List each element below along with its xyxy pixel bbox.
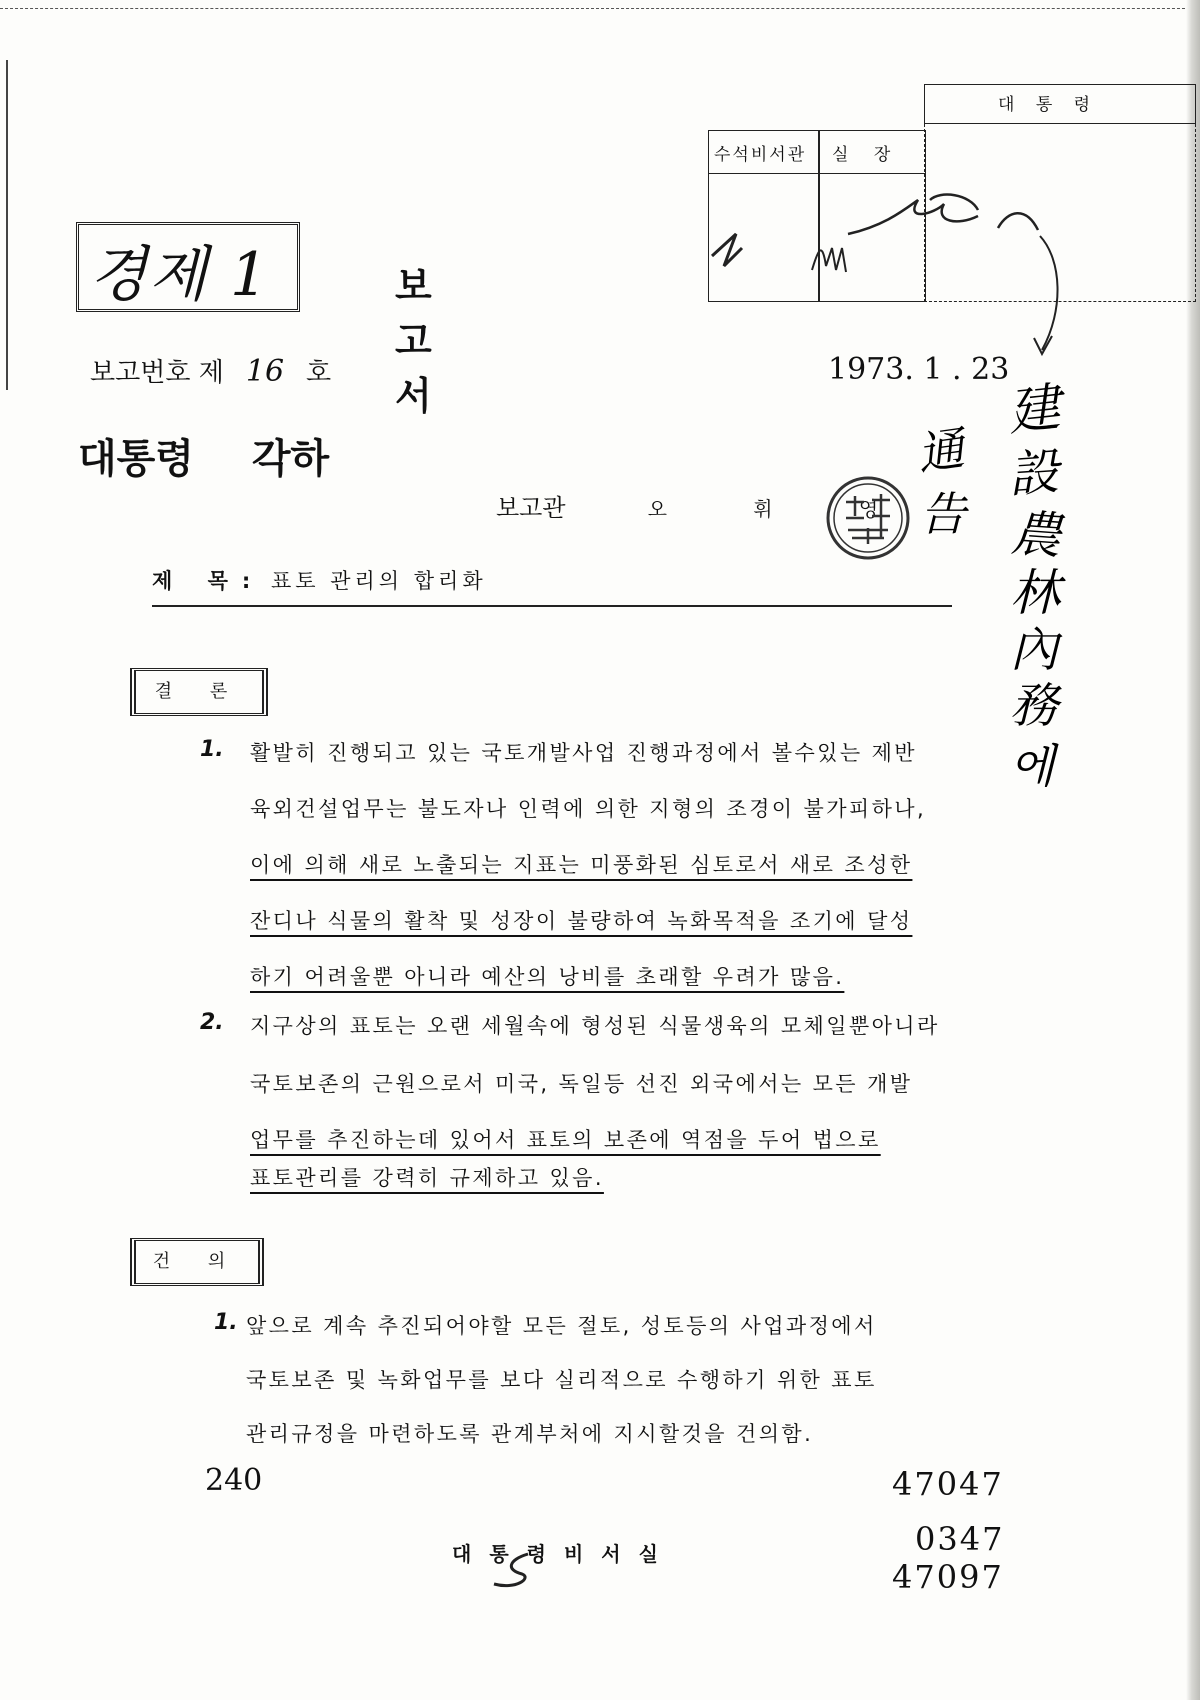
report-number: 보고번호 제 16 호: [90, 354, 332, 389]
recommendation-item-1-line: 관리규정을 마련하도록 관계부처에 지시할것을 건의함.: [246, 1422, 814, 1446]
page-code: 240: [205, 1463, 263, 1498]
addressee: 대통령 각하: [78, 436, 330, 482]
recommendation-tag: 건 의: [130, 1238, 264, 1286]
recommendation-item-1-line: 앞으로 계속 추진되어야할 모든 절토, 성토등의 사업과정에서: [246, 1314, 877, 1338]
approval-label-president: 대 통 령: [998, 95, 1099, 115]
signature-mark-3: [848, 195, 1038, 234]
annotation-char-4: 林: [1010, 564, 1060, 622]
handwritten-annotation: [900, 230, 1080, 830]
conclusion-item-1-line: 육외건설업무는 불도자나 인력에 의한 지형의 조경이 불가피하나,: [250, 797, 927, 821]
personal-seal-stamp: [822, 472, 914, 564]
conclusion-item-2-line: 업무를 추진하는데 있어서 표토의 보존에 역점을 두어 법으로: [250, 1128, 881, 1152]
report-date: 1973. 1 . 23: [828, 352, 1010, 387]
annotation-char-8: 通: [914, 421, 968, 481]
conclusion-tag: 결 론: [130, 668, 268, 716]
conclusion-item-1-number: 1.: [200, 737, 224, 762]
archive-code-1: 47047: [892, 1465, 1004, 1503]
recommendation-item-1-line: 국토보존 및 녹화업무를 보다 실리적으로 수행하기 위한 표토: [246, 1368, 877, 1392]
document-title: 보 고 서: [395, 264, 574, 418]
conclusion-item-1-line: 활발히 진행되고 있는 국토개발사업 진행과정에서 볼수있는 제반: [250, 741, 917, 765]
left-edge-mark: [6, 60, 8, 390]
top-border: [0, 8, 1200, 9]
subject-text: 표토 관리의 합리화: [270, 569, 487, 593]
signature-mark-2: [812, 248, 846, 272]
classification-stamp: 경제 1: [76, 222, 300, 312]
conclusion-item-2-number: 2.: [200, 1010, 224, 1035]
approval-label-chief: 실 장: [832, 145, 901, 165]
conclusion-item-2-line: 표토관리를 강력히 규제하고 있음.: [250, 1166, 604, 1190]
conclusion-item-2-line: 국토보존의 근원으로서 미국, 독일등 선진 외국에서는 모든 개발: [250, 1072, 913, 1096]
annotation-char-9: 告: [920, 487, 966, 541]
conclusion-item-2-line: 지구상의 표토는 오랜 세월속에 형성된 식물생육의 모체일뿐아니라: [250, 1014, 940, 1038]
subject-label: 제 목:: [152, 569, 265, 593]
conclusion-item-1-line: 잔디나 식물의 활착 및 성장이 불량하여 녹화목적을 조기에 달성: [250, 909, 913, 933]
conclusion-item-1-line: 이에 의해 새로 노출되는 지표는 미풍화된 심토로서 새로 조성한: [250, 853, 913, 877]
annotation-char-7: 에: [1010, 739, 1055, 793]
annotation-char-6: 務: [1010, 678, 1059, 734]
annotation-char-5: 內: [1010, 622, 1059, 678]
reporter-label: 보고관: [496, 494, 566, 522]
reporter-name: 오 휘 영: [647, 497, 919, 521]
signature-mark-1: [712, 234, 742, 266]
recommendation-item-1-number: 1.: [214, 1310, 238, 1335]
office-initial-mark: [488, 1550, 548, 1596]
archive-code-2: 0347: [915, 1520, 1005, 1558]
issuing-office: 대통령비서실: [452, 1542, 676, 1566]
annotation-char-1: 建: [1005, 377, 1064, 443]
report-number-value: 16: [245, 354, 285, 389]
approval-label-senior-secretary: 수석비서관: [714, 145, 807, 165]
subject-divider: [152, 605, 952, 607]
annotation-char-3: 農: [1009, 504, 1064, 566]
annotation-char-2: 設: [1006, 442, 1061, 504]
annotation-arrow: [1034, 236, 1058, 354]
subject-line: [152, 565, 487, 595]
conclusion-item-1-line: 하기 어려울뿐 아니라 예산의 낭비를 초래할 우려가 많음.: [250, 965, 845, 989]
archive-code-3: 47097: [892, 1558, 1004, 1596]
